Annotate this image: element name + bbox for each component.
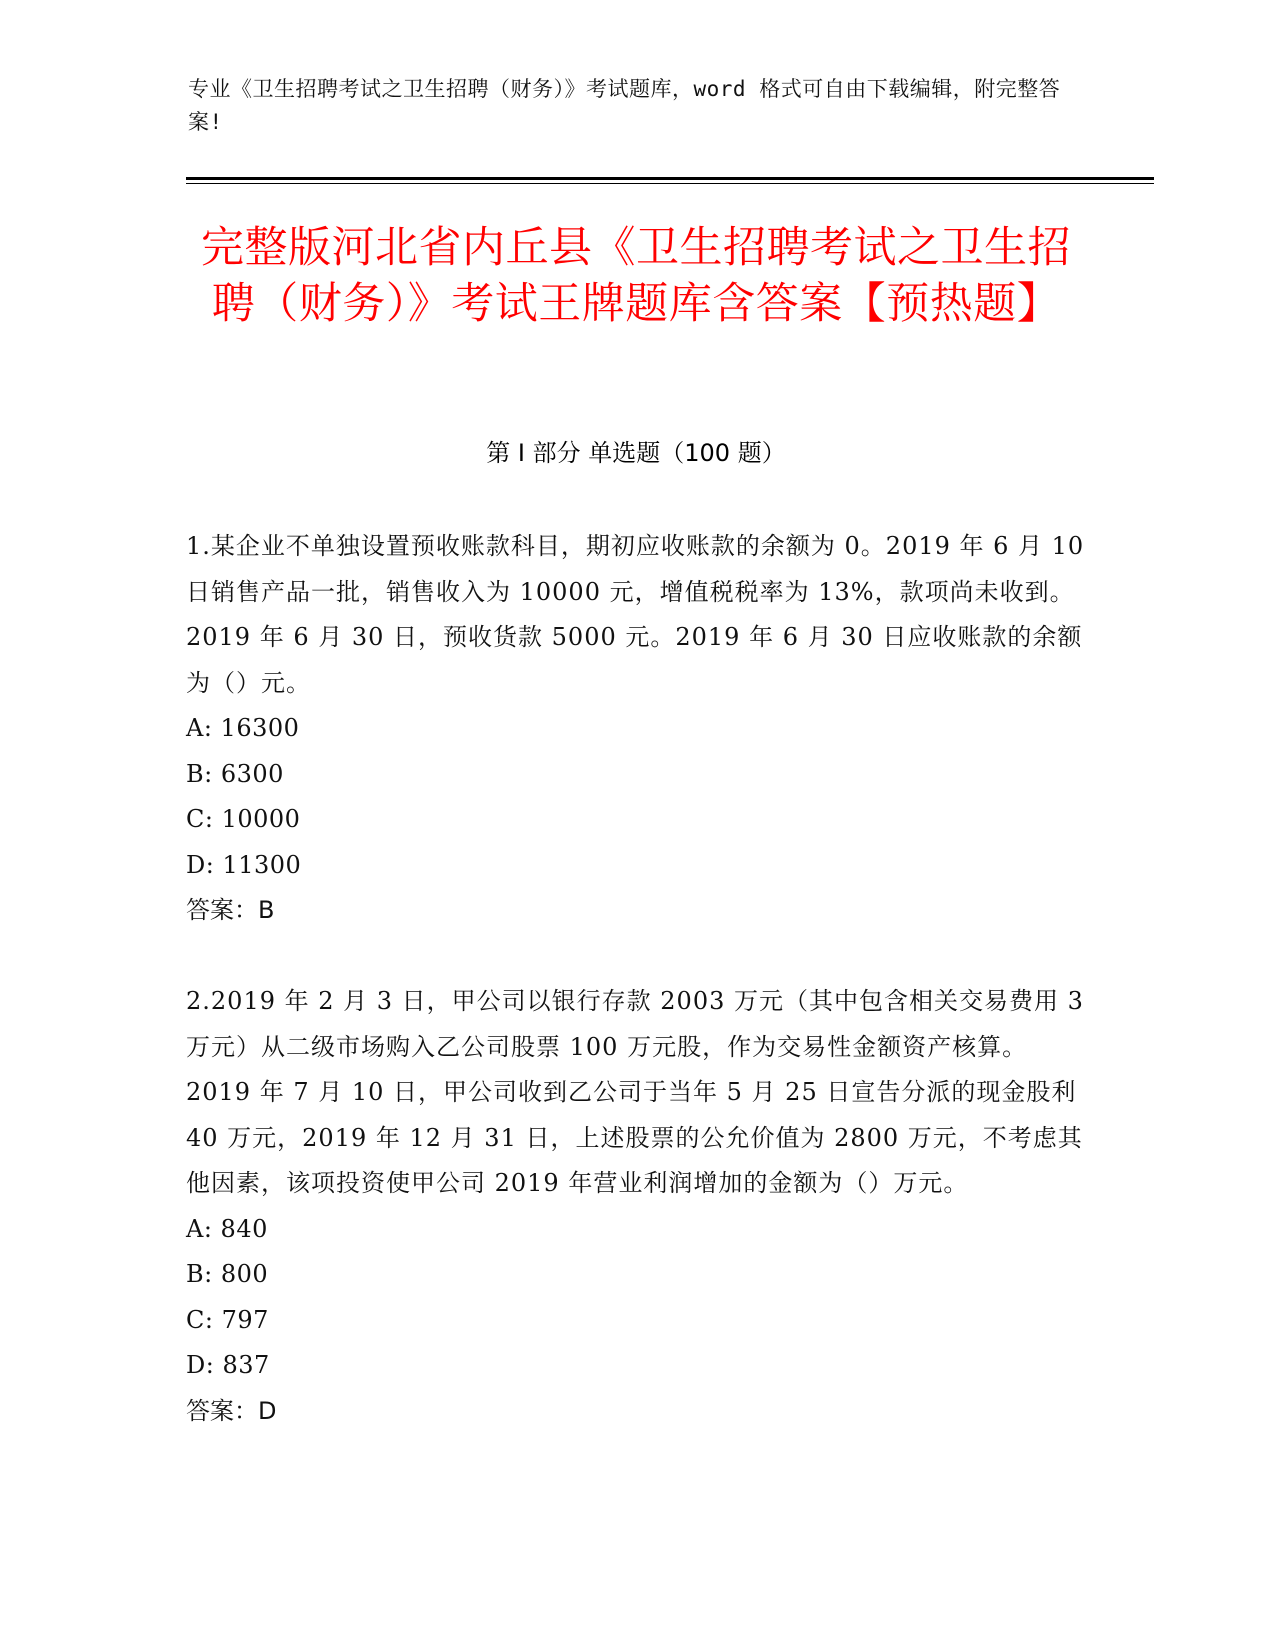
option-c: C: 10000	[186, 805, 301, 833]
header-divider-thick	[186, 177, 1154, 180]
option-d: D: 837	[186, 1351, 270, 1379]
option-d: D: 11300	[186, 850, 302, 879]
document-title: 完整版河北省内丘县《卫生招聘考试之卫生招聘（财务）》考试王牌题库含答案【预热题】	[201, 223, 1071, 329]
option-a: A: 840	[186, 1214, 268, 1243]
question-2	[186, 979, 1086, 1434]
option-b: B: 800	[186, 1260, 269, 1288]
question-answer: 答案：D	[186, 1396, 277, 1425]
question-stem: 1.某企业不单独设置预收账款科目，期初应收账款的余额为 0。2019 年 6 月 10 日销售产品一批，销售收入为 10000 元，增值税税率为 13%，款项尚未收到。2019 年 6 月 30 日，预收货款 5000 元。2019 年 6 月 30 日应收账款的余额为（）元。	[186, 532, 1085, 697]
question-answer: 答案：B	[186, 896, 275, 924]
question-stem: 2.2019 年 2 月 3 日，甲公司以银行存款 2003 万元（其中包含相关交易费用 3 万元）从二级市场购入乙公司股票 100 万元股，作为交易性金额资产核算。2019 年 7 月 10 日，甲公司收到乙公司于当年 5 月 25 日宣告分派的现金股利 40 万元，2019 年 12 月 31 日，上述股票的公允价值为 2800 万元，不考虑其他因素，该项投资使甲公司 2019 年营业利润增加的金额为（）万元。	[186, 987, 1084, 1197]
option-a: A: 16300	[186, 714, 300, 742]
header-divider-thin	[186, 183, 1154, 184]
section-heading: 第 I 部分 单选题（100 题）	[486, 439, 786, 467]
option-b: B: 6300	[186, 759, 284, 788]
option-c: C: 797	[186, 1305, 269, 1334]
question-1	[186, 524, 1086, 934]
header-note: 专业《卫生招聘考试之卫生招聘（财务）》考试题库，word 格式可自由下载编辑，附完整答案!	[188, 77, 1061, 134]
